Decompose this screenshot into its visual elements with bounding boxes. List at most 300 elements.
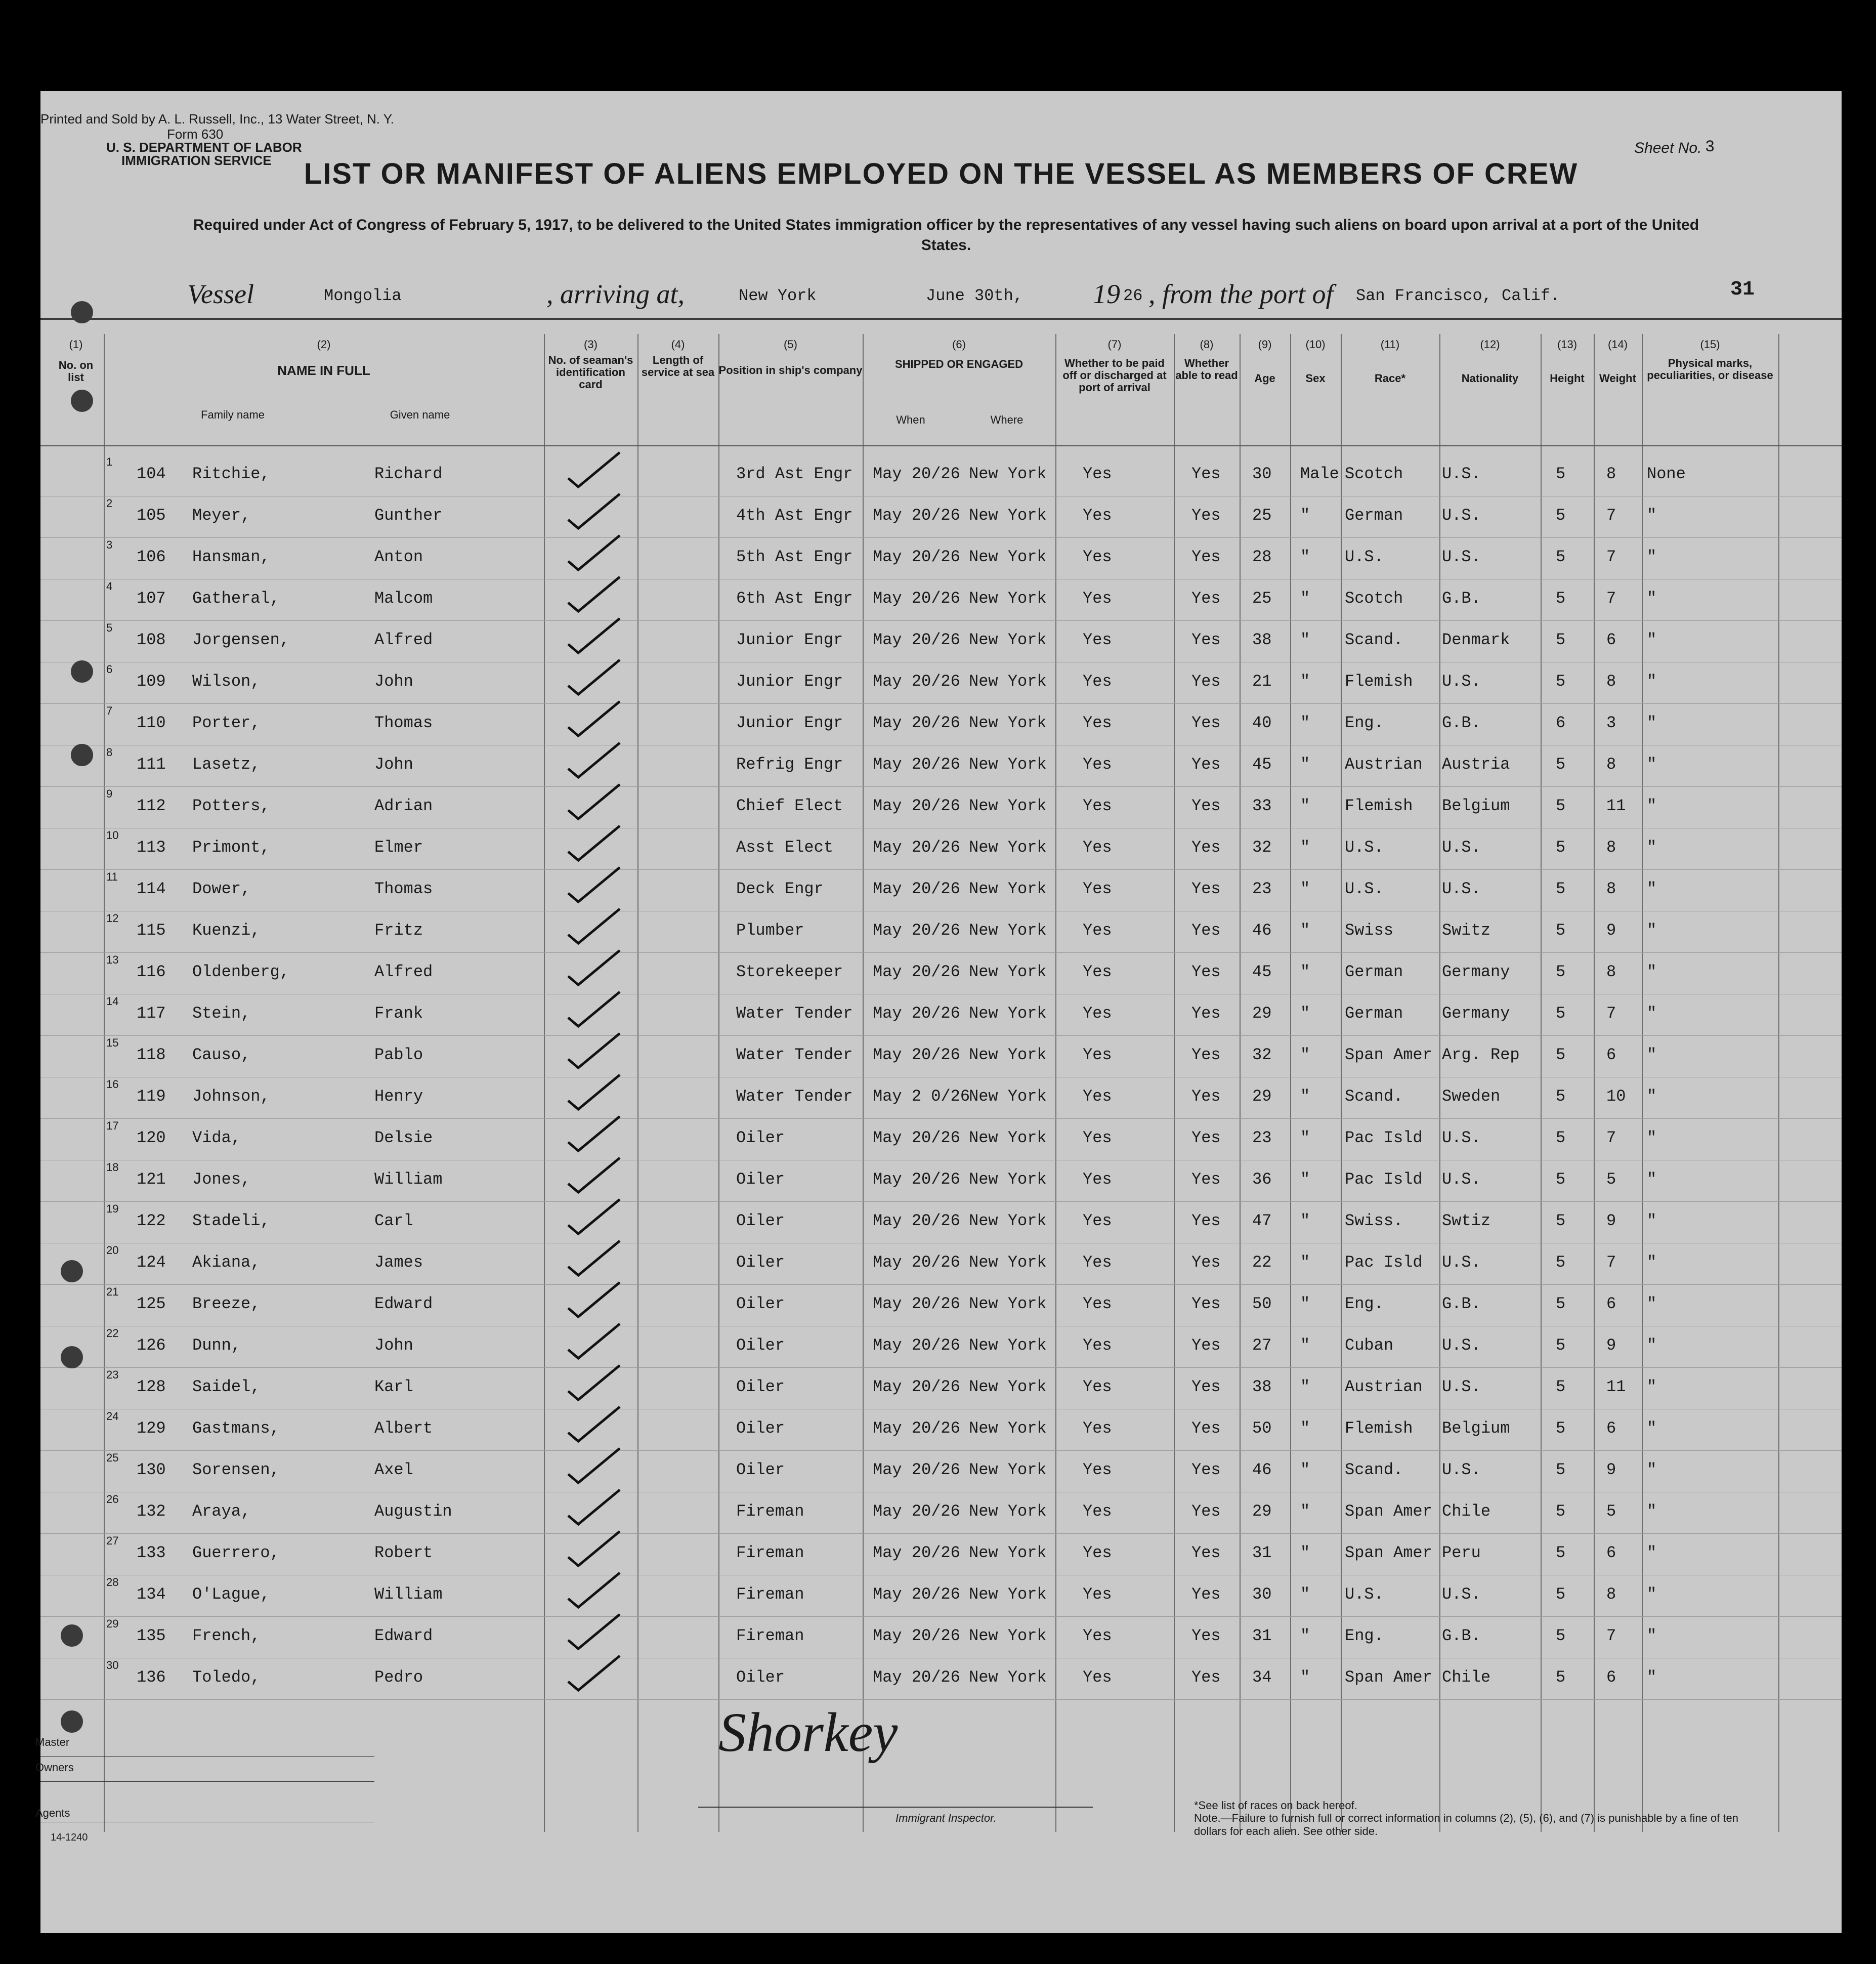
- check-mark-icon: [564, 533, 625, 574]
- arriving-label: , arriving at,: [546, 279, 685, 309]
- check-mark-icon: [564, 782, 625, 823]
- cell-when: May 20/26: [873, 589, 960, 608]
- cell-where: New York: [969, 755, 1047, 774]
- cell-nat: G.B.: [1442, 1294, 1481, 1313]
- row-rule: [40, 1118, 1842, 1119]
- check-mark-icon: [564, 1654, 625, 1694]
- cell-nat: U.S.: [1442, 548, 1481, 566]
- cell-position: Fireman: [736, 1543, 804, 1562]
- check-mark-icon: [564, 616, 625, 657]
- cell-position: Plumber: [736, 921, 804, 940]
- cell-race: Scotch: [1345, 465, 1403, 483]
- cell-race: Scotch: [1345, 589, 1403, 608]
- cell-paid: Yes: [1083, 1129, 1112, 1147]
- cell-nat: Austria: [1442, 755, 1510, 774]
- cell-marks: ": [1647, 1046, 1657, 1064]
- cell-sex: ": [1300, 1087, 1310, 1106]
- check-mark-icon: [564, 824, 625, 864]
- cell-age: 46: [1252, 921, 1272, 940]
- col-head-no: No. on list: [58, 359, 94, 384]
- cell-paid: Yes: [1083, 1087, 1112, 1106]
- cell-race: Pac Isld: [1345, 1129, 1423, 1147]
- check-mark-icon: [564, 948, 625, 989]
- cell-paid: Yes: [1083, 1294, 1112, 1313]
- year-value: 26: [1123, 286, 1143, 305]
- cell-where: New York: [969, 1211, 1047, 1230]
- cell-paid: Yes: [1083, 1336, 1112, 1355]
- cell-no: 124: [137, 1253, 166, 1272]
- cell-race: Eng.: [1345, 1626, 1384, 1645]
- cell-when: May 20/26: [873, 1211, 960, 1230]
- cell-h: 5: [1556, 672, 1566, 691]
- cell-marks: None: [1647, 465, 1686, 483]
- cell-marks: ": [1647, 672, 1657, 691]
- cell-marks: ": [1647, 797, 1657, 815]
- cell-paid: Yes: [1083, 880, 1112, 898]
- col-num-3: (3): [584, 338, 598, 351]
- row-line-number: 10: [106, 829, 119, 842]
- row-line-number: 6: [106, 663, 113, 676]
- cell-nat: Germany: [1442, 963, 1510, 981]
- table-row: [40, 1202, 1842, 1244]
- cell-race: U.S.: [1345, 548, 1384, 566]
- cell-nat: Sweden: [1442, 1087, 1501, 1106]
- cell-when: May 20/26: [873, 1419, 960, 1438]
- cell-where: New York: [969, 1046, 1047, 1064]
- cell-paid: Yes: [1083, 548, 1112, 566]
- cell-where: New York: [969, 506, 1047, 525]
- cell-sex: ": [1300, 714, 1310, 732]
- subhead-family: Family name: [201, 408, 265, 421]
- cell-read: Yes: [1191, 1502, 1221, 1521]
- cell-race: Swiss.: [1345, 1211, 1403, 1230]
- check-mark-icon: [564, 1405, 625, 1445]
- check-mark-icon: [564, 1446, 625, 1487]
- cell-w: 8: [1606, 1585, 1616, 1604]
- col-num-10: (10): [1305, 338, 1326, 351]
- cell-age: 28: [1252, 548, 1272, 566]
- cell-family: Wilson,: [192, 672, 261, 691]
- cell-position: Junior Engr: [736, 714, 843, 732]
- cell-read: Yes: [1191, 1253, 1221, 1272]
- col-head-service: Length of service at sea: [641, 354, 715, 379]
- cell-read: Yes: [1191, 506, 1221, 525]
- cell-no: 110: [137, 714, 166, 732]
- col-head-shipped: SHIPPED OR ENGAGED: [894, 358, 1024, 370]
- check-mark-icon: [564, 865, 625, 906]
- row-line-number: 25: [106, 1451, 119, 1464]
- cell-w: 9: [1606, 1460, 1616, 1479]
- cell-paid: Yes: [1083, 1170, 1112, 1189]
- cell-sex: Male: [1300, 465, 1339, 483]
- cell-when: May 20/26: [873, 838, 960, 857]
- cell-age: 25: [1252, 506, 1272, 525]
- subhead-when: When: [896, 413, 925, 426]
- cell-read: Yes: [1191, 672, 1221, 691]
- cell-when: May 20/26: [873, 1129, 960, 1147]
- col-num-14: (14): [1607, 338, 1628, 351]
- row-line-number: 17: [106, 1119, 119, 1132]
- cell-nat: Chile: [1442, 1502, 1491, 1521]
- cell-h: 5: [1556, 1294, 1566, 1313]
- cell-marks: ": [1647, 1170, 1657, 1189]
- row-rule: [40, 1367, 1842, 1368]
- cell-age: 38: [1252, 1377, 1272, 1396]
- cell-position: Water Tender: [736, 1046, 853, 1064]
- cell-read: Yes: [1191, 1211, 1221, 1230]
- cell-nat: Chile: [1442, 1668, 1491, 1687]
- table-row: [40, 663, 1842, 704]
- cell-race: Cuban: [1345, 1336, 1394, 1355]
- cell-no: 136: [137, 1668, 166, 1687]
- cell-h: 5: [1556, 1004, 1566, 1023]
- cell-race: Span Amer: [1345, 1502, 1432, 1521]
- cell-sex: ": [1300, 880, 1310, 898]
- cell-read: Yes: [1191, 963, 1221, 981]
- master-label: Master: [35, 1736, 70, 1748]
- cell-marks: ": [1647, 1460, 1657, 1479]
- cell-read: Yes: [1191, 589, 1221, 608]
- cell-where: New York: [969, 963, 1047, 981]
- cell-given: Pablo: [374, 1046, 423, 1064]
- cell-h: 5: [1556, 797, 1566, 815]
- subhead-where: Where: [990, 413, 1024, 426]
- cell-when: May 20/26: [873, 1336, 960, 1355]
- cell-where: New York: [969, 1087, 1047, 1106]
- cell-w: 7: [1606, 1626, 1616, 1645]
- arrival-date: June 30th,: [926, 286, 1024, 305]
- cell-family: Vida,: [192, 1129, 241, 1147]
- cell-family: Oldenberg,: [192, 963, 290, 981]
- cell-h: 5: [1556, 1170, 1566, 1189]
- cell-age: 33: [1252, 797, 1272, 815]
- row-rule: [40, 1201, 1842, 1202]
- cell-sex: ": [1300, 838, 1310, 857]
- check-mark-icon: [564, 1488, 625, 1528]
- cell-when: May 20/26: [873, 1668, 960, 1687]
- cell-family: Sorensen,: [192, 1460, 280, 1479]
- cell-w: 8: [1606, 672, 1616, 691]
- cell-age: 46: [1252, 1460, 1272, 1479]
- cell-age: 40: [1252, 714, 1272, 732]
- row-line-number: 12: [106, 912, 119, 925]
- cell-when: May 20/26: [873, 921, 960, 940]
- crew-table-body: [40, 455, 1842, 1751]
- cell-family: Toledo,: [192, 1668, 261, 1687]
- cell-position: 5th Ast Engr: [736, 548, 853, 566]
- cell-given: Henry: [374, 1087, 423, 1106]
- cell-nat: Germany: [1442, 1004, 1510, 1023]
- cell-read: Yes: [1191, 1585, 1221, 1604]
- cell-position: Oiler: [736, 1170, 785, 1189]
- cell-given: Frank: [374, 1004, 423, 1023]
- cell-no: 111: [137, 755, 166, 774]
- cell-sex: ": [1300, 921, 1310, 940]
- cell-age: 50: [1252, 1419, 1272, 1438]
- check-mark-icon: [564, 658, 625, 698]
- cell-read: Yes: [1191, 880, 1221, 898]
- penalty-note: Note.—Failure to furnish full or correct information in columns (2), (5), (6), and (7) is punishable by a fine of ten dollars for each alien. See other side.: [1194, 1812, 1739, 1837]
- cell-paid: Yes: [1083, 1585, 1112, 1604]
- punch-hole: [61, 1346, 83, 1368]
- table-row: [40, 704, 1842, 746]
- cell-read: Yes: [1191, 1087, 1221, 1106]
- cell-age: 45: [1252, 755, 1272, 774]
- col-head-name: NAME IN FULL: [277, 363, 370, 378]
- cell-where: New York: [969, 1336, 1047, 1355]
- row-rule: [40, 537, 1842, 538]
- row-line-number: 27: [106, 1534, 119, 1547]
- row-line-number: 29: [106, 1617, 119, 1630]
- cell-position: Refrig Engr: [736, 755, 843, 774]
- table-row: [40, 455, 1842, 497]
- cell-given: Adrian: [374, 797, 433, 815]
- cell-no: 133: [137, 1543, 166, 1562]
- cell-nat: U.S.: [1442, 506, 1481, 525]
- cell-when: May 20/26: [873, 1377, 960, 1396]
- table-row: [40, 1451, 1842, 1493]
- cell-w: 7: [1606, 1129, 1616, 1147]
- cell-read: Yes: [1191, 548, 1221, 566]
- cell-marks: ": [1647, 548, 1657, 566]
- cell-nat: U.S.: [1442, 1377, 1481, 1396]
- cell-position: Oiler: [736, 1377, 785, 1396]
- cell-age: 47: [1252, 1211, 1272, 1230]
- cell-paid: Yes: [1083, 506, 1112, 525]
- table-row: [40, 746, 1842, 787]
- cell-age: 30: [1252, 1585, 1272, 1604]
- cell-marks: ": [1647, 1585, 1657, 1604]
- cell-paid: Yes: [1083, 838, 1112, 857]
- cell-nat: Belgium: [1442, 797, 1510, 815]
- table-row: [40, 1078, 1842, 1119]
- cell-paid: Yes: [1083, 1626, 1112, 1645]
- cell-age: 34: [1252, 1668, 1272, 1687]
- cell-read: Yes: [1191, 1294, 1221, 1313]
- cell-given: William: [374, 1170, 443, 1189]
- check-mark-icon: [564, 1073, 625, 1113]
- cell-where: New York: [969, 1419, 1047, 1438]
- cell-when: May 2 0/26: [873, 1087, 970, 1106]
- row-rule: [40, 1699, 1842, 1700]
- check-mark-icon: [564, 990, 625, 1030]
- cell-w: 7: [1606, 1004, 1616, 1023]
- signature-line: [698, 1807, 1093, 1808]
- cell-when: May 20/26: [873, 506, 960, 525]
- cell-h: 5: [1556, 1336, 1566, 1355]
- cell-family: O'Lague,: [192, 1585, 270, 1604]
- cell-family: Ritchie,: [192, 465, 270, 483]
- cell-family: Saidel,: [192, 1377, 261, 1396]
- cell-paid: Yes: [1083, 1211, 1112, 1230]
- cell-paid: Yes: [1083, 1004, 1112, 1023]
- table-row: [40, 1659, 1842, 1700]
- col-num-2: (2): [317, 338, 331, 351]
- cell-marks: ": [1647, 714, 1657, 732]
- cell-sex: ": [1300, 1626, 1310, 1645]
- check-mark-icon: [564, 1280, 625, 1321]
- row-line-number: 18: [106, 1161, 119, 1174]
- cell-read: Yes: [1191, 1668, 1221, 1687]
- table-row: [40, 1368, 1842, 1410]
- cell-race: Flemish: [1345, 672, 1413, 691]
- subhead-given: Given name: [390, 408, 450, 421]
- inspector-label: Immigrant Inspector.: [896, 1812, 997, 1824]
- cell-age: 31: [1252, 1543, 1272, 1562]
- row-rule: [40, 620, 1842, 621]
- cell-position: Storekeeper: [736, 963, 843, 981]
- cell-when: May 20/26: [873, 1626, 960, 1645]
- cell-h: 5: [1556, 1626, 1566, 1645]
- cell-age: 27: [1252, 1336, 1272, 1355]
- cell-family: Hansman,: [192, 548, 270, 566]
- cell-race: Pac Isld: [1345, 1253, 1423, 1272]
- cell-given: Robert: [374, 1543, 433, 1562]
- sheet-no-label: Sheet No.: [1634, 140, 1702, 156]
- cell-read: Yes: [1191, 797, 1221, 815]
- punch-hole: [61, 1710, 83, 1733]
- table-row: [40, 1036, 1842, 1078]
- cell-nat: U.S.: [1442, 465, 1481, 483]
- cell-where: New York: [969, 1129, 1047, 1147]
- cell-when: May 20/26: [873, 1543, 960, 1562]
- check-mark-icon: [564, 907, 625, 947]
- row-rule: [40, 952, 1842, 953]
- cell-sex: ": [1300, 1377, 1310, 1396]
- cell-race: Scand.: [1345, 631, 1403, 649]
- cell-no: 119: [137, 1087, 166, 1106]
- cell-paid: Yes: [1083, 963, 1112, 981]
- cell-given: Alfred: [374, 631, 433, 649]
- cell-race: U.S.: [1345, 1585, 1384, 1604]
- cell-family: Jones,: [192, 1170, 251, 1189]
- cell-h: 5: [1556, 548, 1566, 566]
- cell-h: 5: [1556, 755, 1566, 774]
- arriving-port: New York: [739, 286, 817, 305]
- cell-family: Guerrero,: [192, 1543, 280, 1562]
- row-line-number: 11: [106, 870, 118, 883]
- cell-marks: ": [1647, 838, 1657, 857]
- sheet-no-value: 3: [1705, 138, 1715, 156]
- table-row: [40, 1119, 1842, 1161]
- cell-w: 8: [1606, 755, 1616, 774]
- cell-position: Water Tender: [736, 1004, 853, 1023]
- table-row: [40, 953, 1842, 995]
- col-num-5: (5): [784, 338, 797, 351]
- col-num-11: (11): [1380, 338, 1400, 351]
- cell-race: Span Amer: [1345, 1668, 1432, 1687]
- table-row: [40, 1534, 1842, 1576]
- cell-position: Asst Elect: [736, 838, 834, 857]
- cell-given: Malcom: [374, 589, 433, 608]
- cell-position: Oiler: [736, 1668, 785, 1687]
- cell-race: Scand.: [1345, 1087, 1403, 1106]
- cell-when: May 20/26: [873, 1294, 960, 1313]
- inspector-signature: Shorkey: [718, 1701, 898, 1763]
- cell-no: 135: [137, 1626, 166, 1645]
- cell-given: John: [374, 672, 413, 691]
- col-num-1: (1): [69, 338, 83, 351]
- cell-marks: ": [1647, 1543, 1657, 1562]
- cell-marks: ": [1647, 1253, 1657, 1272]
- master-line: [40, 1756, 374, 1757]
- punch-hole: [71, 390, 93, 412]
- cell-w: 8: [1606, 465, 1616, 483]
- cell-paid: Yes: [1083, 921, 1112, 940]
- cell-family: Jorgensen,: [192, 631, 290, 649]
- cell-age: 30: [1252, 465, 1272, 483]
- cell-w: 6: [1606, 1668, 1616, 1687]
- cell-w: 7: [1606, 506, 1616, 525]
- col-num-12: (12): [1480, 338, 1500, 351]
- cell-nat: U.S.: [1442, 1336, 1481, 1355]
- cell-when: May 20/26: [873, 755, 960, 774]
- cell-position: Junior Engr: [736, 631, 843, 649]
- cell-race: Swiss: [1345, 921, 1394, 940]
- row-line-number: 3: [106, 538, 113, 551]
- cell-w: 7: [1606, 589, 1616, 608]
- cell-no: 113: [137, 838, 166, 857]
- cell-age: 21: [1252, 672, 1272, 691]
- printer-line: Printed and Sold by A. L. Russell, Inc., 13 Water Street, N. Y.: [40, 111, 394, 127]
- table-row: [40, 1410, 1842, 1451]
- cell-given: Elmer: [374, 838, 423, 857]
- cell-age: 50: [1252, 1294, 1272, 1313]
- cell-age: 32: [1252, 1046, 1272, 1064]
- year-prefix: 19: [1093, 279, 1120, 309]
- cell-sex: ": [1300, 963, 1310, 981]
- cell-family: Breeze,: [192, 1294, 261, 1313]
- cell-paid: Yes: [1083, 1253, 1112, 1272]
- table-row: [40, 621, 1842, 663]
- cell-no: 130: [137, 1460, 166, 1479]
- col-head-age: Age: [1254, 372, 1275, 385]
- cell-position: Oiler: [736, 1129, 785, 1147]
- cell-family: Stadeli,: [192, 1211, 270, 1230]
- cell-family: Dower,: [192, 880, 251, 898]
- col-num-15: (15): [1700, 338, 1720, 351]
- cell-marks: ": [1647, 1668, 1657, 1687]
- cell-nat: G.B.: [1442, 714, 1481, 732]
- header-rule: [40, 318, 1842, 320]
- table-row: [40, 995, 1842, 1036]
- cell-position: Fireman: [736, 1585, 804, 1604]
- cell-no: 120: [137, 1129, 166, 1147]
- row-line-number: 15: [106, 1036, 119, 1049]
- cell-when: May 20/26: [873, 465, 960, 483]
- cell-paid: Yes: [1083, 1460, 1112, 1479]
- cell-position: Chief Elect: [736, 797, 843, 815]
- cell-where: New York: [969, 1004, 1047, 1023]
- row-rule: [40, 1533, 1842, 1534]
- cell-sex: ": [1300, 1585, 1310, 1604]
- cell-paid: Yes: [1083, 1668, 1112, 1687]
- row-line-number: 19: [106, 1202, 119, 1215]
- cell-when: May 20/26: [873, 797, 960, 815]
- cell-h: 6: [1556, 714, 1566, 732]
- cell-family: Porter,: [192, 714, 261, 732]
- row-line-number: 9: [106, 787, 113, 800]
- agents-label: Agents: [35, 1807, 70, 1819]
- cell-when: May 20/26: [873, 1460, 960, 1479]
- punch-hole: [61, 1260, 83, 1282]
- cell-position: Oiler: [736, 1253, 785, 1272]
- cell-h: 5: [1556, 1211, 1566, 1230]
- cell-w: 3: [1606, 714, 1616, 732]
- cell-w: 9: [1606, 1211, 1616, 1230]
- table-row: [40, 1493, 1842, 1534]
- check-mark-icon: [564, 1239, 625, 1279]
